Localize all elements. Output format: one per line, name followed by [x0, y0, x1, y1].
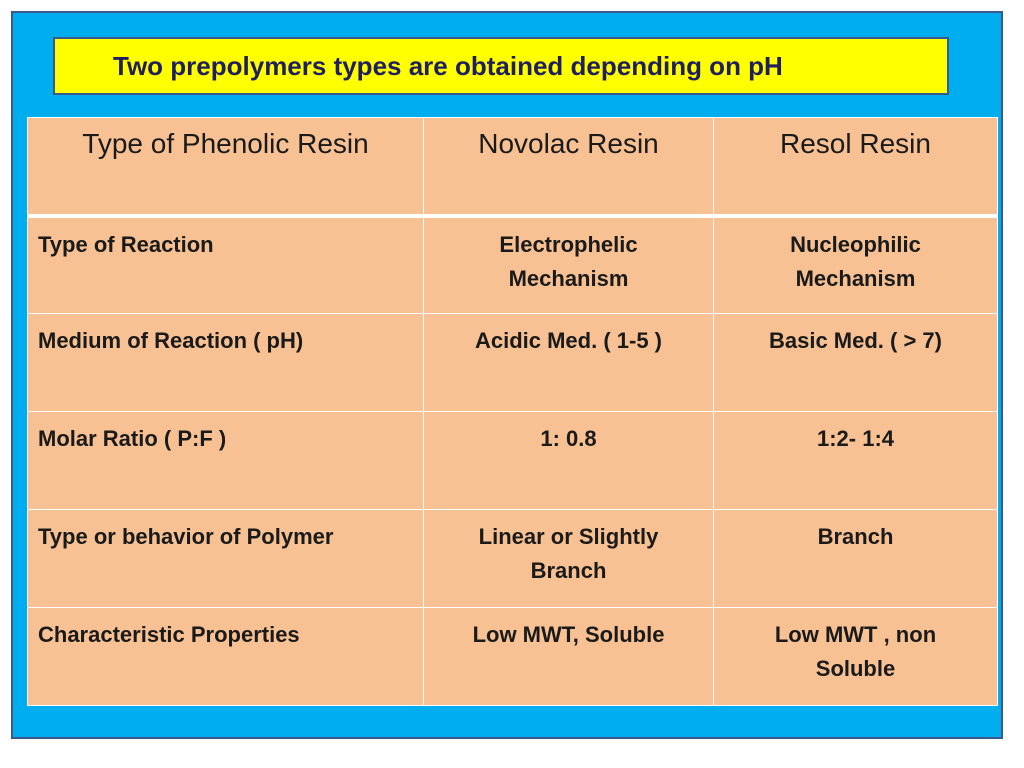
header-type-of-phenolic-resin: Type of Phenolic Resin: [28, 118, 424, 216]
cell-line: Low MWT , non: [774, 622, 937, 647]
header-resol-resin: Resol Resin: [714, 118, 998, 216]
novolac-type-or-behavior: [424, 510, 714, 608]
cell-line: Low MWT, Soluble: [472, 622, 665, 647]
title-box: [53, 37, 949, 95]
cell-line: Soluble: [815, 656, 896, 681]
comparison-table-wrapper: [27, 117, 997, 706]
table-header-row: [28, 118, 998, 216]
resol-type-or-behavior: [714, 510, 998, 608]
table-row: [28, 510, 998, 608]
novolac-medium-of-reaction: [424, 314, 714, 412]
cell-line: Linear or Slightly: [478, 524, 659, 549]
slide-title: Two prepolymers types are obtained depending on pH: [113, 50, 783, 81]
novolac-molar-ratio: [424, 412, 714, 510]
cell-line: Branch: [530, 558, 607, 583]
cell-line: 1: 0.8: [540, 426, 597, 451]
cell-line: Branch: [817, 524, 894, 549]
row-label-medium-of-reaction: Medium of Reaction ( pH): [28, 314, 424, 412]
cell-line: Electrophelic: [499, 231, 638, 257]
resol-type-of-reaction: [714, 216, 998, 314]
resol-medium-of-reaction: [714, 314, 998, 412]
row-label-molar-ratio: Molar Ratio ( P:F ): [28, 412, 424, 510]
row-label-type-or-behavior: Type or behavior of Polymer: [28, 510, 424, 608]
resol-molar-ratio: [714, 412, 998, 510]
row-label-type-of-reaction: Type of Reaction: [28, 216, 424, 314]
cell-line: 1:2- 1:4: [816, 426, 895, 451]
comparison-table: [27, 117, 998, 706]
cell-line: Basic Med. ( > 7): [768, 328, 942, 353]
table-row: [28, 314, 998, 412]
table-row: [28, 608, 998, 706]
resol-characteristic-properties: [714, 608, 998, 706]
slide-frame: [11, 11, 1003, 739]
novolac-type-of-reaction: [424, 216, 714, 314]
row-label-characteristic-properties: Characteristic Properties: [28, 608, 424, 706]
cell-line: Acidic Med. ( 1-5 ): [474, 328, 663, 353]
table-row: [28, 216, 998, 314]
header-novolac-resin: Novolac Resin: [424, 118, 714, 216]
cell-line: Mechanism: [508, 265, 629, 291]
novolac-characteristic-properties: [424, 608, 714, 706]
cell-line: Nucleophilic: [790, 231, 921, 257]
cell-line: Mechanism: [795, 265, 916, 291]
table-row: [28, 412, 998, 510]
